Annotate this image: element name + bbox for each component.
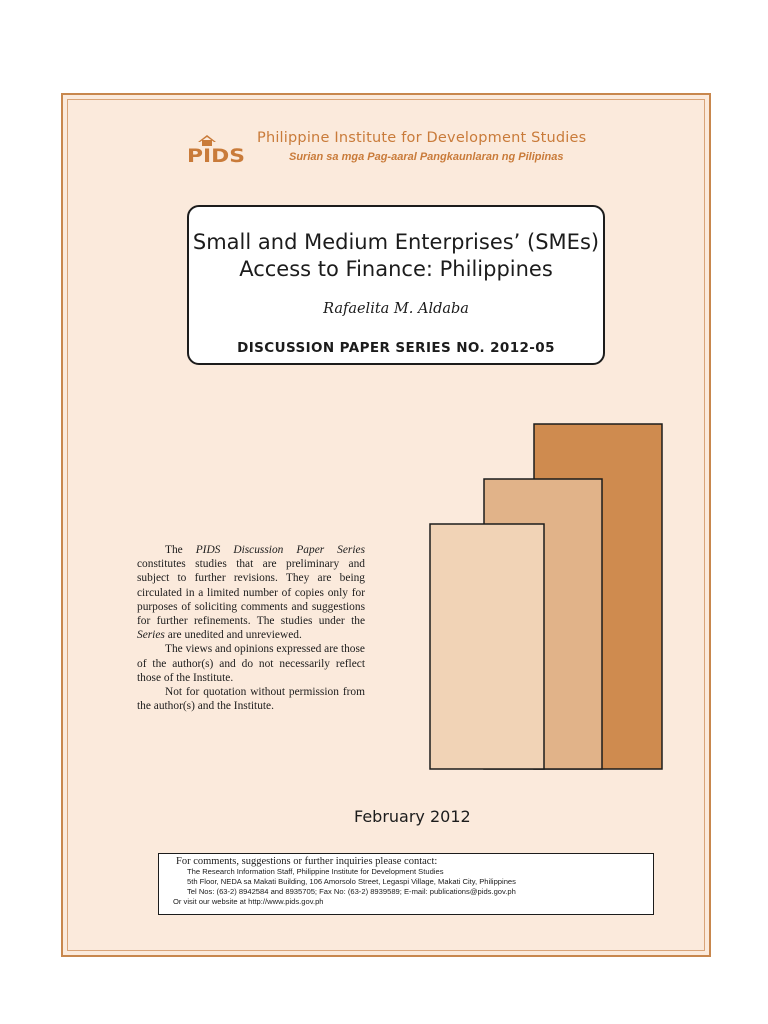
institute-subtitle: Surian sa mga Pag-aaral Pangkaunlaran ng Pilipinas — [289, 151, 564, 163]
contact-address: 5th Floor, NEDA sa Makati Building, 106 Amorsolo Street, Legaspi Village, Makati City, Philippines — [187, 877, 516, 886]
series-number: DISCUSSION PAPER SERIES NO. 2012-05 — [237, 340, 555, 356]
disclaimer-text-span: The — [165, 544, 196, 556]
author-name: Rafaelita M. Aldaba — [323, 301, 469, 317]
disclaimer-paragraph-1 — [137, 543, 365, 642]
series-word-italic: Series — [137, 629, 165, 642]
contact-heading: For comments, suggestions or further inquiries please contact: — [176, 856, 438, 867]
contact-website[interactable]: Or visit our website at http://www.pids.gov.ph — [173, 897, 324, 906]
series-name-italic: PIDS Discussion Paper Series — [195, 544, 365, 556]
logo-text: PIDS — [187, 145, 245, 163]
institute-name: Philippine Institute for Development Studies — [257, 130, 587, 146]
contact-phone-email: Tel Nos: (63-2) 8942584 and 8935705; Fax No: (63-2) 8939589; E-mail: publications@pids.gov.ph — [187, 887, 516, 896]
disclaimer-paragraph-2: The views and opinions expressed are those of the author(s) and do not necessarily reflect those of the Institute. — [137, 643, 365, 684]
disclaimer-text-span: constitutes studies that are preliminary and subject to further revisions. They are being circulated in a limited number of copies only for purposes of soliciting comments and suggestions for further refinements. The studies under the — [137, 558, 365, 628]
cover-page — [61, 93, 711, 957]
disclaimer-text-span: are unedited and unreviewed. — [164, 629, 302, 642]
title-box — [187, 205, 605, 365]
contact-box — [158, 853, 654, 915]
pids-logo — [187, 133, 245, 163]
title-line-1: Small and Medium Enterprises’ (SMEs) — [192, 230, 600, 254]
paper-title — [189, 229, 603, 283]
disclaimer-paragraph-3: Not for quotation without permission from the author(s) and the Institute. — [137, 686, 365, 713]
title-line-2: Access to Finance: Philippines — [239, 257, 553, 281]
contact-staff: The Research Information Staff, Philippine Institute for Development Studies — [187, 867, 444, 876]
disclaimer-text — [137, 543, 365, 713]
publication-date: February 2012 — [354, 807, 471, 826]
